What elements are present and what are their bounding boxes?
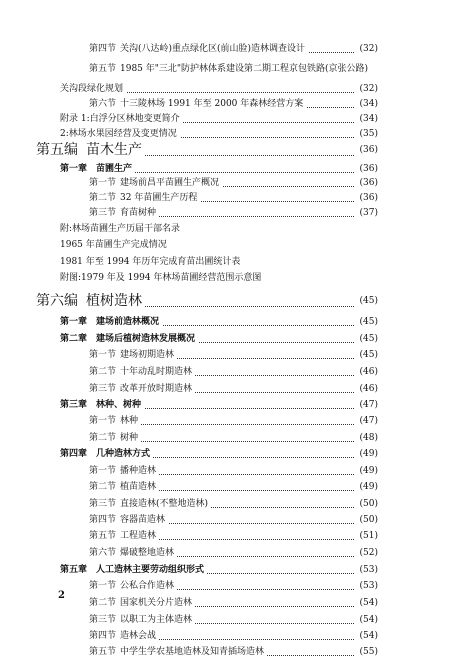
toc-entry-chapter xyxy=(0,162,450,176)
toc-entry-number: 第六节 xyxy=(89,99,117,109)
toc-entry-chapter xyxy=(0,332,450,346)
toc-entry-chapter xyxy=(0,315,450,329)
toc-entry-page: (45) xyxy=(359,350,378,360)
toc-entry-page: (47) xyxy=(359,416,378,426)
toc-entry-section xyxy=(0,629,450,643)
toc-entry-number: 第四节 xyxy=(89,515,117,525)
toc-entry-title: 林种、树种 xyxy=(96,398,144,412)
toc-entry-number: 第一节 xyxy=(89,178,117,188)
toc-entry-title: 容器苗造林 xyxy=(120,513,168,527)
toc-entry-part xyxy=(0,141,450,159)
toc-entry-number: 第一节 xyxy=(89,416,117,426)
toc-entry-plain xyxy=(0,127,450,141)
toc-entry-title: 附:林场苗圃生产历届干部名录 xyxy=(60,222,183,236)
toc-entry-number: 第三节 xyxy=(89,384,117,394)
toc-entry-title: 关沟(八达岭)重点绿化区(前山脸)造林调查设计 xyxy=(120,42,308,56)
toc-entry-part xyxy=(0,292,450,310)
toc-entry-plain xyxy=(0,271,450,285)
toc-entry-page: (34) xyxy=(359,99,378,109)
toc-entry-title: 苗圃生产 xyxy=(96,162,135,176)
toc-entry-title: 建场前昌平苗圃生产概况 xyxy=(120,176,222,190)
toc-entry-number: 第二节 xyxy=(89,482,117,492)
toc-entry-title: 播种造林 xyxy=(120,464,159,478)
toc-entry-title: 树种 xyxy=(120,431,141,445)
toc-entry-title: 附录 1:白浮分区林地变更简介 xyxy=(60,112,183,126)
toc-entry-page: (54) xyxy=(359,598,378,608)
toc-entry-title: 关沟段绿化规划 xyxy=(60,82,126,96)
toc-entry-title: 育苗树种 xyxy=(120,206,159,220)
toc-entry-title: 几种造林方式 xyxy=(96,447,153,461)
toc-entry-number: 第四章 xyxy=(60,449,88,459)
toc-entry-number: 第六节 xyxy=(89,548,117,558)
toc-entry-page: (53) xyxy=(359,565,378,575)
toc-entry-title: 1981 年至 1994 年历年完成育苗出圃统计表 xyxy=(60,255,243,269)
toc-entry-number: 第五节 xyxy=(89,531,117,541)
toc-entry-page: (36) xyxy=(359,193,378,203)
toc-entry-section xyxy=(0,97,450,111)
toc-entry-plain xyxy=(0,82,450,96)
toc-entry-page: (49) xyxy=(359,482,378,492)
toc-entry-section xyxy=(0,365,450,379)
toc-entry-section xyxy=(0,176,450,190)
toc-entry-number: 第五节 xyxy=(89,647,117,657)
toc-entry-section xyxy=(0,480,450,494)
toc-entry-number: 第二节 xyxy=(89,193,117,203)
toc-entry-section xyxy=(0,613,450,627)
toc-entry-section xyxy=(0,579,450,593)
toc-entry-section xyxy=(0,414,450,428)
toc-entry-chapter xyxy=(0,563,450,577)
toc-entry-page: (36) xyxy=(360,141,378,159)
toc-entry-section xyxy=(0,191,450,205)
toc-entry-page: (53) xyxy=(359,581,378,591)
toc-entry-title: 32 年苗圃生产历程 xyxy=(120,191,200,205)
toc-entry-number: 第四节 xyxy=(89,44,117,54)
toc-entry-title: 国家机关分片造林 xyxy=(120,596,195,610)
toc-entry-number: 第一节 xyxy=(89,350,117,360)
toc-entry-title: 1965 年苗圃生产完成情况 xyxy=(60,238,170,252)
toc-entry-title: 中学生学农基地造林及知青插场造林 xyxy=(120,645,267,659)
toc-entry-title: 十三陵林场 1991 年至 2000 年森林经营方案 xyxy=(120,97,306,111)
toc-entry-plain xyxy=(0,222,450,236)
toc-entry-number: 第三节 xyxy=(89,615,117,625)
toc-entry-section xyxy=(0,546,450,560)
toc-entry-page: (45) xyxy=(360,292,378,310)
toc-entry-page: (36) xyxy=(359,178,378,188)
toc-entry-chapter xyxy=(0,398,450,412)
toc-entry-title: 爆破整地造林 xyxy=(120,546,177,560)
toc-entry-number: 第二节 xyxy=(89,433,117,443)
toc-entry-chapter xyxy=(0,447,450,461)
toc-entry-number: 第五节 xyxy=(89,64,117,74)
toc-entry-page: (54) xyxy=(359,615,378,625)
toc-entry-page: (37) xyxy=(359,208,378,218)
toc-entry-title: 植树造林 xyxy=(86,292,145,310)
toc-entry-page: (50) xyxy=(359,515,378,525)
toc-entry-number: 第五章 xyxy=(60,565,88,575)
toc-entry-section xyxy=(0,596,450,610)
toc-entry-title: 林种 xyxy=(120,414,141,428)
toc-entry-number: 第一节 xyxy=(89,581,117,591)
toc-entry-title: 公私合作造林 xyxy=(120,579,177,593)
toc-entry-number: 第二章 xyxy=(60,334,88,344)
toc-entry-title: 工程造林 xyxy=(120,529,159,543)
toc-entry-number: 第一章 xyxy=(60,317,88,327)
toc-entry-page: (45) xyxy=(359,334,378,344)
toc-entry-number: 第二节 xyxy=(89,598,117,608)
toc-entry-number: 第三节 xyxy=(89,499,117,509)
toc-entry-title: 1985 年"三北"防护林体系建设第二期工程京包铁路(京张公路) xyxy=(120,62,371,76)
toc-entry-title: 直接造林(不整地造林) xyxy=(120,497,211,511)
toc-entry-page: (46) xyxy=(359,367,378,377)
dotted-leader xyxy=(120,441,354,442)
toc-entry-title: 建场后植树造林发展概况 xyxy=(96,332,198,346)
toc-entry-page: (52) xyxy=(359,548,378,558)
toc-entry-number: 第四节 xyxy=(89,631,117,641)
toc-entry-title: 以职工为主体造林 xyxy=(120,613,195,627)
toc-entry-plain xyxy=(0,238,450,252)
toc-entry-page: (45) xyxy=(359,317,378,327)
toc-entry-section xyxy=(0,206,450,220)
toc-entry-title: 植苗造林 xyxy=(120,480,159,494)
toc-entry-number: 第三节 xyxy=(89,208,117,218)
toc-entry-page: (51) xyxy=(359,531,378,541)
toc-entry-page: (35) xyxy=(359,129,378,139)
toc-entry-page: (34) xyxy=(359,114,378,124)
toc-entry-section xyxy=(0,464,450,478)
toc-entry-section xyxy=(0,382,450,396)
toc-entry-page: (54) xyxy=(359,631,378,641)
toc-entry-number: 第二节 xyxy=(89,367,117,377)
toc-entry-title: 改革开放时期造林 xyxy=(120,382,195,396)
toc-entry-page: (32) xyxy=(359,44,378,54)
toc-entry-page: (55) xyxy=(359,647,378,657)
page-number: 2 xyxy=(58,590,65,601)
toc-entry-page: (36) xyxy=(359,164,378,174)
toc-entry-number: 第五编 xyxy=(36,142,78,158)
toc-entry-page: (49) xyxy=(359,449,378,459)
toc-entry-number: 第三章 xyxy=(60,400,88,410)
toc-entry-page: (50) xyxy=(359,499,378,509)
toc-entry-page: (48) xyxy=(359,433,378,443)
toc-entry-title: 十年动乱时期造林 xyxy=(120,365,195,379)
toc-entry-section xyxy=(0,513,450,527)
toc-entry-section xyxy=(0,529,450,543)
toc-entry-title: 人工造林主要劳动组织形式 xyxy=(96,563,207,577)
toc-entry-section xyxy=(0,42,450,56)
toc-entry-page: (47) xyxy=(359,400,378,410)
toc-entry-title: 建场前造林概况 xyxy=(96,315,162,329)
toc-entry-plain xyxy=(0,255,450,269)
toc-entry-number: 第一节 xyxy=(89,466,117,476)
toc-entry-page: (49) xyxy=(359,466,378,476)
toc-entry-title: 苗木生产 xyxy=(86,141,145,159)
toc-entry-number: 第六编 xyxy=(36,293,78,309)
toc-entry-title: 造林会战 xyxy=(120,629,159,643)
toc-entry-number: 第一章 xyxy=(60,164,88,174)
toc-entry-section xyxy=(0,62,450,76)
toc-entry-title: 附图:1979 年及 1994 年林场苗圃经营范围示意图 xyxy=(60,271,264,285)
toc-entry-title: 2:林场水果园经营及变更情况 xyxy=(60,127,180,141)
toc-entry-section xyxy=(0,497,450,511)
toc-entry-title: 建场初期造林 xyxy=(120,348,177,362)
dotted-leader xyxy=(120,424,354,425)
toc-entry-page: (32) xyxy=(359,84,378,94)
toc-entry-page: (46) xyxy=(359,384,378,394)
toc-entry-section xyxy=(0,431,450,445)
toc-entry-section xyxy=(0,348,450,362)
toc-entry-plain xyxy=(0,112,450,126)
